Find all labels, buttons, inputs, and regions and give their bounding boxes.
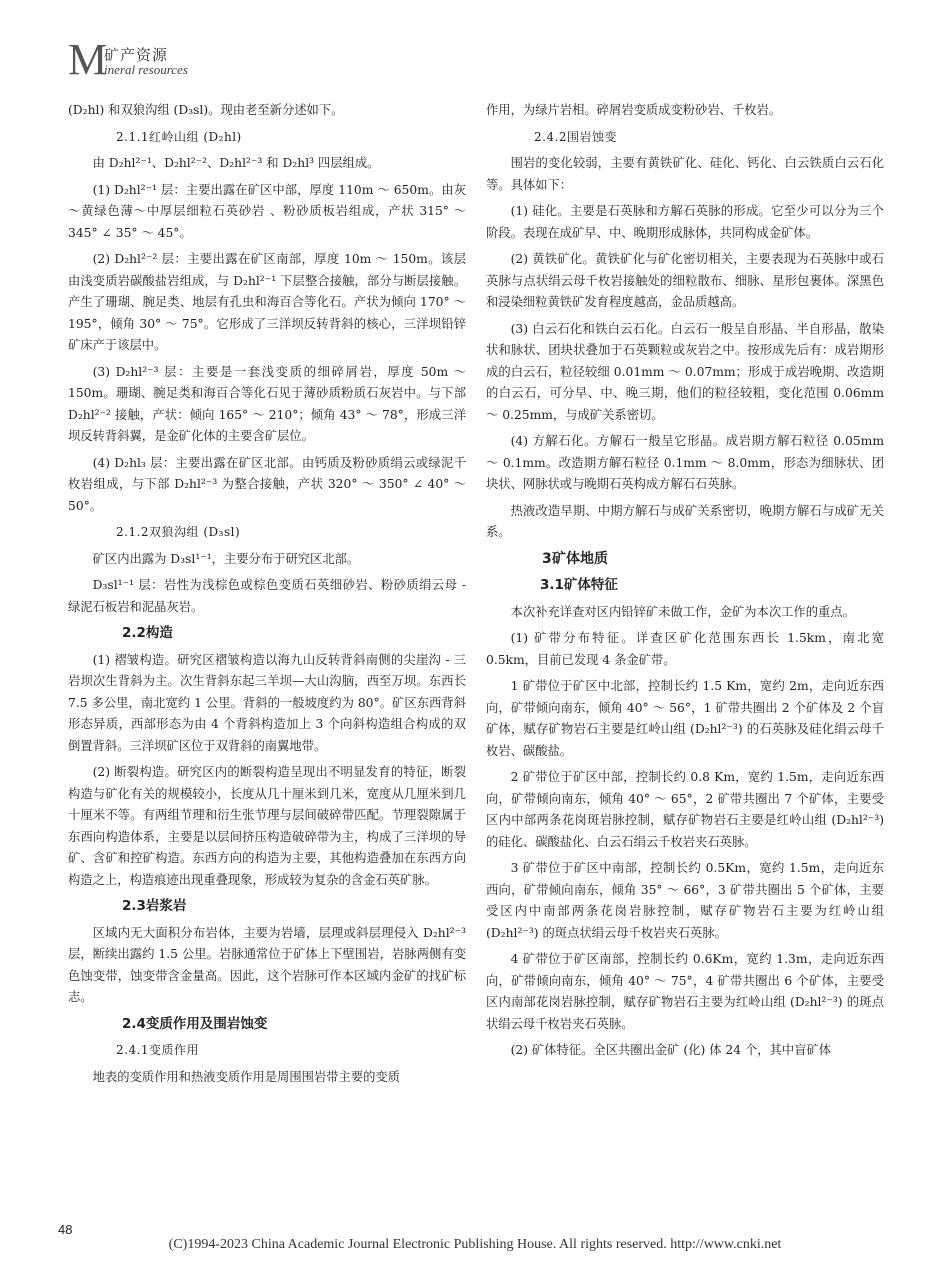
paragraph: 3 矿带位于矿区中南部，控制长约 0.5Km，宽约 1.5m，走向近东西向，矿带倾向南东，倾角 35° ～ 66°，3 矿带共圈出 5 个矿体，主要受区内中南部两条花岗岩脉控制，赋存矿物岩石主要为红岭山组 (D₂hl²⁻³) 的斑点状绢云母千枚岩夹石英脉。: [486, 861, 884, 940]
section-number: 2.1.1: [116, 129, 150, 144]
paragraph: (1) 褶皱构造。研究区褶皱构造以海九山反转背斜南侧的尖崖沟 - 三岩坝次生背斜为主。次生背斜东起三羊坝—大山沟脑，西至万坝。东西长 7.5 多公里，南北宽约 1 公里。背斜的一般坡度约为 80°。矿区东西背斜形态异质，西部形态为由 4 个背斜构造加上 3 个向斜构造组合构成的双倒置背斜。三洋坝矿区位于双背斜的南翼地带。: [68, 652, 466, 753]
paragraph: D₃sl¹⁻¹ 层：岩性为浅棕色或棕色变质石英细砂岩、粉砂质绢云母 - 绿泥石板岩和泥晶灰岩。: [68, 578, 466, 614]
section-title: 矿体地质: [552, 550, 608, 567]
paragraph: (2) 断裂构造。研究区内的断裂构造呈现出不明显发育的特征，断裂构造与矿化有关的规模较小，长度从几十厘米到几米，宽度从几厘米到几十厘米不等。有两组节理和衍生张节理与层间破碎带匹配。节理裂隙属于东西向构造体系，主要是以层间挤压构造破碎带为主，构成了三洋坝的导矿、含矿和控矿构造。东西方向的构造为主要，其他构造叠加在东西方向构造之上，构造痕迹出现重叠现象，形成较为复杂的含金石英矿脉。: [68, 765, 466, 887]
section-number: 2.1.2: [116, 525, 150, 539]
paragraph: 区域内无大面积分布岩体，主要为岩墙，层理或斜层理侵入 D₂hl²⁻³ 层，断续出露约 1.5 公里。岩脉通常位于矿体上下壁围岩，岩脉两侧有变色蚀变带，蚀变带含金量高。因此，这个岩脉可作本区域内金矿的找矿标志。: [68, 925, 466, 1004]
section-heading: [68, 896, 466, 918]
paragraph: 本次补充详查对区内铅锌矿未做工作，金矿为本次工作的重点。: [510, 604, 855, 619]
section-heading: [68, 1040, 466, 1062]
journal-title-en: ineral resources: [104, 62, 188, 77]
section-number: 3.1: [540, 577, 564, 593]
section-heading: [486, 127, 884, 149]
paragraph: 作用，为绿片岩相。碎屑岩变质成变粉砂岩、千枚岩。: [486, 103, 782, 117]
paragraph: 4 矿带位于矿区南部，控制长约 0.6Km，宽约 1.3m，走向近东西向，矿带倾向南东，倾角 40° ～ 75°，4 矿带共圈出 6 个矿体，主要受区内南部花岗岩脉控制，赋存矿物岩石主要为红岭山组 (D₂hl²⁻³) 的斑点状绢云母千枚岩夹石英脉。: [486, 952, 884, 1031]
section-title: 红岭山组 (D₂hl): [149, 129, 242, 144]
section-title: 构造: [145, 625, 173, 641]
paragraph: (4) 方解石化。方解石一般呈它形晶。成岩期方解石粒径 0.05mm ～ 0.1mm。改造期方解石粒径 0.1mm ～ 8.0mm，形态为细脉状、团块状、网脉状或与晚期石英构成方解石石英脉。: [486, 434, 884, 491]
paragraph: 2 矿带位于矿区中部，控制长约 0.8 Km，宽约 1.5m，走向近东西向，矿带倾向南东，倾角 40° ～ 65°，2 矿带共圈出 7 个矿体，主要受区内中部两条花岗斑岩脉控制，赋存矿物岩石主要是红岭山组 (D₂hl²⁻³) 的硅化、碳酸盐化、白云石绢云千枚岩夹石英脉。: [486, 770, 884, 849]
journal-logo-letter: M: [68, 35, 108, 84]
paragraph: 由 D₂hl²⁻¹、D₂hl²⁻²、D₂hl²⁻³ 和 D₂hl³ 四层组成。: [92, 156, 380, 170]
section-title: 岩浆岩: [145, 898, 187, 914]
section-number: 2.4.1: [116, 1043, 150, 1057]
section-title: 双狼沟组 (D₃sl): [149, 525, 241, 539]
section-heading: [68, 522, 466, 544]
paragraph: 地表的变质作用和热液变质作用是周围围岩带主要的变质: [92, 1069, 401, 1084]
paragraph: 1 矿带位于矿区中北部，控制长约 1.5 Km，宽约 2m，走向近东西向，矿带倾向南东，倾角 40° ～ 56°，1 矿带共圈出 2 个矿体及 2 个盲矿体，赋存矿物岩石主要是红岭山组 (D₂hl²⁻³) 的石英脉及硅化绢云母千枚岩、碳酸盐。: [486, 679, 884, 758]
paragraph: (1) D₂hl²⁻¹ 层：主要出露在矿区中部，厚度 110m ～ 650m。由灰～黄绿色薄～中厚层细粒石英砂岩 、粉砂质板岩组成，产状 315° ～ 345° ∠ 35° ～ 45°。: [68, 182, 466, 240]
section-number: 2.2: [122, 625, 146, 641]
left-column: [68, 100, 466, 1093]
paragraph: 热液改造早期、中期方解石与成矿关系密切，晚期方解石与成矿无关系。: [486, 503, 884, 539]
paragraph: (4) D₂hl₃ 层：主要出露在矿区北部。由钙质及粉砂质绢云或绿泥千枚岩组成，与下部 D₂hl²⁻³ 为整合接触，产状 320° ～ 350° ∠ 40° ～ 50°。: [68, 455, 466, 513]
paragraph: 矿区内出露为 D₃sl¹⁻¹，主要分布于研究区北部。: [92, 551, 360, 566]
paragraph: (D₂hl) 和双狼沟组 (D₃sl)。现由老至新分述如下。: [68, 103, 344, 117]
paragraph: (1) 硅化。主要是石英脉和方解石英脉的形成。它至少可以分为三个阶段。表现在成矿早、中、晚期形成脉体，共同构成金矿体。: [486, 204, 884, 240]
section-heading: [68, 127, 466, 149]
section-heading: [68, 623, 466, 645]
section-title: 变质作用及围岩蚀变: [145, 1015, 268, 1032]
paragraph: (1) 矿带分布特征。详查区矿化范围东西长 1.5km，南北宽 0.5km，目前已发现 4 条金矿带。: [486, 631, 884, 667]
paragraph: (2) 矿体特征。全区共圈出金矿 (化) 体 24 个，其中盲矿体: [510, 1043, 832, 1057]
section-heading: [68, 1014, 466, 1036]
section-number: 2.3: [122, 898, 146, 914]
paragraph: (3) D₂hl²⁻³ 层：主要是一套浅变质的细碎屑岩，厚度 50m ～ 150m。珊瑚、腕足类和海百合等化石见于薄砂质粉质石灰岩中。与下部 D₂hl²⁻² 接触，产状：倾向 165° ～ 210°；倾角 43° ～ 78°，形成三洋坝反转背斜翼，是金矿化体的主要含矿层位。: [68, 364, 466, 443]
paragraph: (2) 黄铁矿化。黄铁矿化与矿化密切相关，主要表现为石英脉中或石英脉与点状绢云母千枚岩接触处的细粒散布、细脉、星形包裹体。深黑色和浸染细粒黄铁矿发育程度越高，金品质越高。: [486, 252, 884, 309]
section-title: 变质作用: [149, 1043, 200, 1057]
page-number: 48: [58, 1222, 73, 1237]
section-title: 矿体特征: [563, 577, 618, 593]
copyright-footer: (C)1994-2023 China Academic Journal Electronic Publishing House. All rights reserved. http://www.cnki.net: [168, 1237, 782, 1252]
section-title: 围岩蚀变: [567, 129, 618, 144]
section-number: 3: [542, 550, 552, 567]
paragraph: (3) 白云石化和铁白云石化。白云石一般呈自形晶、半自形晶，散染状和脉状、团块状叠加于石英颗粒或灰岩之中。按形成先后有：成岩期形成的白云石，粒径较细 0.01mm ～ 0.07mm；形成于成岩晚期、改造期的白云石，可分早、中、晚三期，他们的粒径较粗，变化范围 0.06mm ～ 0.25mm，与成矿关系密切。: [486, 321, 884, 422]
section-heading: [486, 575, 884, 597]
section-heading: [486, 549, 884, 571]
paragraph: (2) D₂hl²⁻² 层：主要出露在矿区南部，厚度 10m ～ 150m。该层由浅变质岩碳酸盐岩组成，与 D₂hl²⁻¹ 下层整合接触，部分与断层接触。产生了珊瑚、腕足类、地层有孔虫和海百合等化石。产状为倾向 170° ～ 195°，倾角 30° ～ 75°。它形成了三洋坝反转背斜的核心，三洋坝铅锌矿床产于该层中。: [68, 252, 466, 352]
section-number: 2.4: [122, 1015, 146, 1032]
journal-title-cn: 矿产资源: [104, 46, 169, 64]
paragraph: 围岩的变化较弱，主要有黄铁矿化、硅化、钙化、白云铁质白云石化等。具体如下：: [486, 156, 884, 192]
section-number: 2.4.2: [534, 129, 568, 144]
right-column: [486, 100, 884, 1067]
